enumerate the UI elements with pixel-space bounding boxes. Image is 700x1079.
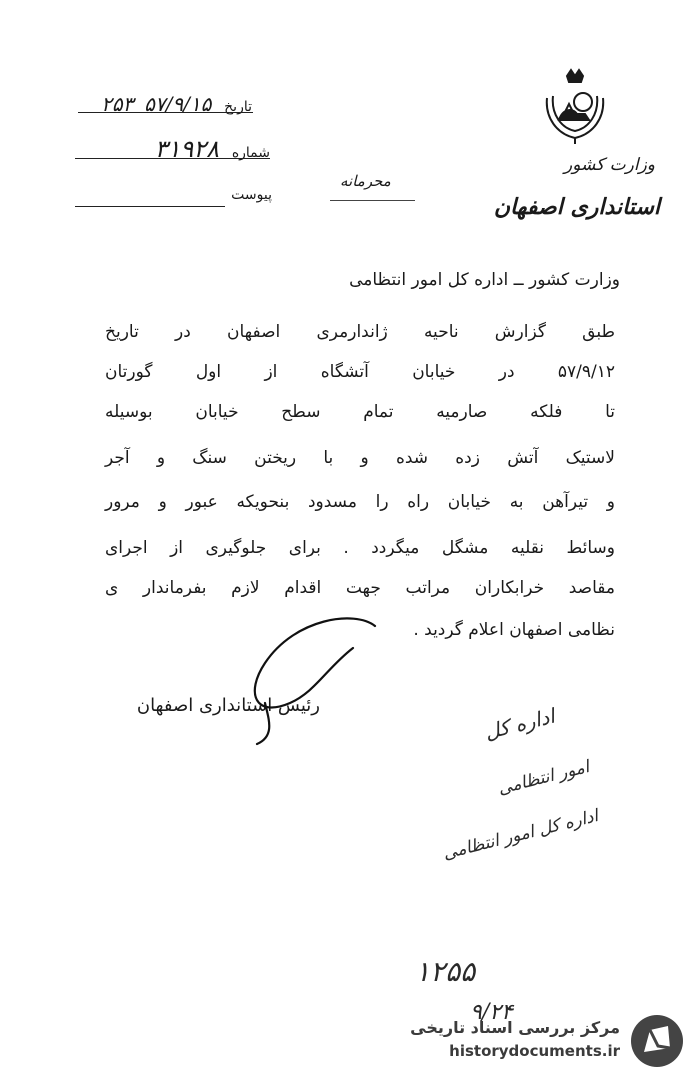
attachment-underline (75, 206, 225, 207)
body-line: طبق گزارش ناحیه ژاندارمری اصفهان در تاریخ (105, 322, 615, 342)
body-line: ۵۷/۹/۱۲ در خیابان آتشگاه از اول گورتان (105, 362, 615, 382)
handwritten-number: ۹/۲۴ (470, 1000, 513, 1025)
body-line: مقاصد خرابکاران مراتب جهت اقدام لازم بفرماندار ی (105, 578, 615, 598)
handwritten-note: اداره کل (481, 703, 557, 745)
number-underline (75, 158, 270, 159)
addressee: وزارت کشور ــ اداره کل امور انتظامی (349, 270, 620, 290)
number-label: شماره (231, 145, 270, 161)
handwritten-number: ۱۲۵۵ (415, 955, 476, 988)
date-value: ۵۷/۹/۱۵ (144, 92, 212, 116)
governorate-title: استانداری اصفهان (493, 195, 660, 220)
ministry-title: وزارت کشور (563, 155, 655, 175)
handwritten-note: امور انتظامی (495, 757, 592, 799)
body-line: و تیرآهن به خیابان راه را مسدود بنحویکه عبور و مرور (105, 492, 615, 512)
watermark-title: مرکز بررسی اسناد تاریخی (410, 1018, 620, 1037)
date-label: تاریخ (224, 99, 252, 115)
date-ref: ۲۵۳ (101, 92, 134, 116)
confidential-label: محرمانه (340, 172, 391, 190)
attachment-label: پیوست (231, 187, 272, 203)
handwritten-signature-mark (235, 608, 385, 748)
body-line: لاستیک آتش زده شده و با ریختن سنگ و آجر (105, 448, 615, 468)
confidential-underline (330, 200, 415, 201)
signature-title: رئیس استانداری اصفهان (136, 695, 320, 716)
number-value: ۳۱۹۲۸ (154, 135, 220, 163)
watermark-url: historydocuments.ir (449, 1042, 620, 1060)
archive-logo-icon (628, 1012, 686, 1070)
attachment-row (231, 185, 272, 203)
handwritten-note: اداره کل امور انتظامی (440, 806, 601, 864)
body-line: وسائط نقلیه مشگل میگردد . برای جلوگیری از اجرای (105, 538, 615, 558)
lion-and-sun-emblem (535, 68, 615, 148)
date-underline (78, 112, 253, 113)
body-line: تا فلکه صارمیه تمام سطح خیابان بوسیله (105, 402, 615, 422)
body-line: نظامی اصفهان اعلام گردید . (413, 620, 615, 640)
